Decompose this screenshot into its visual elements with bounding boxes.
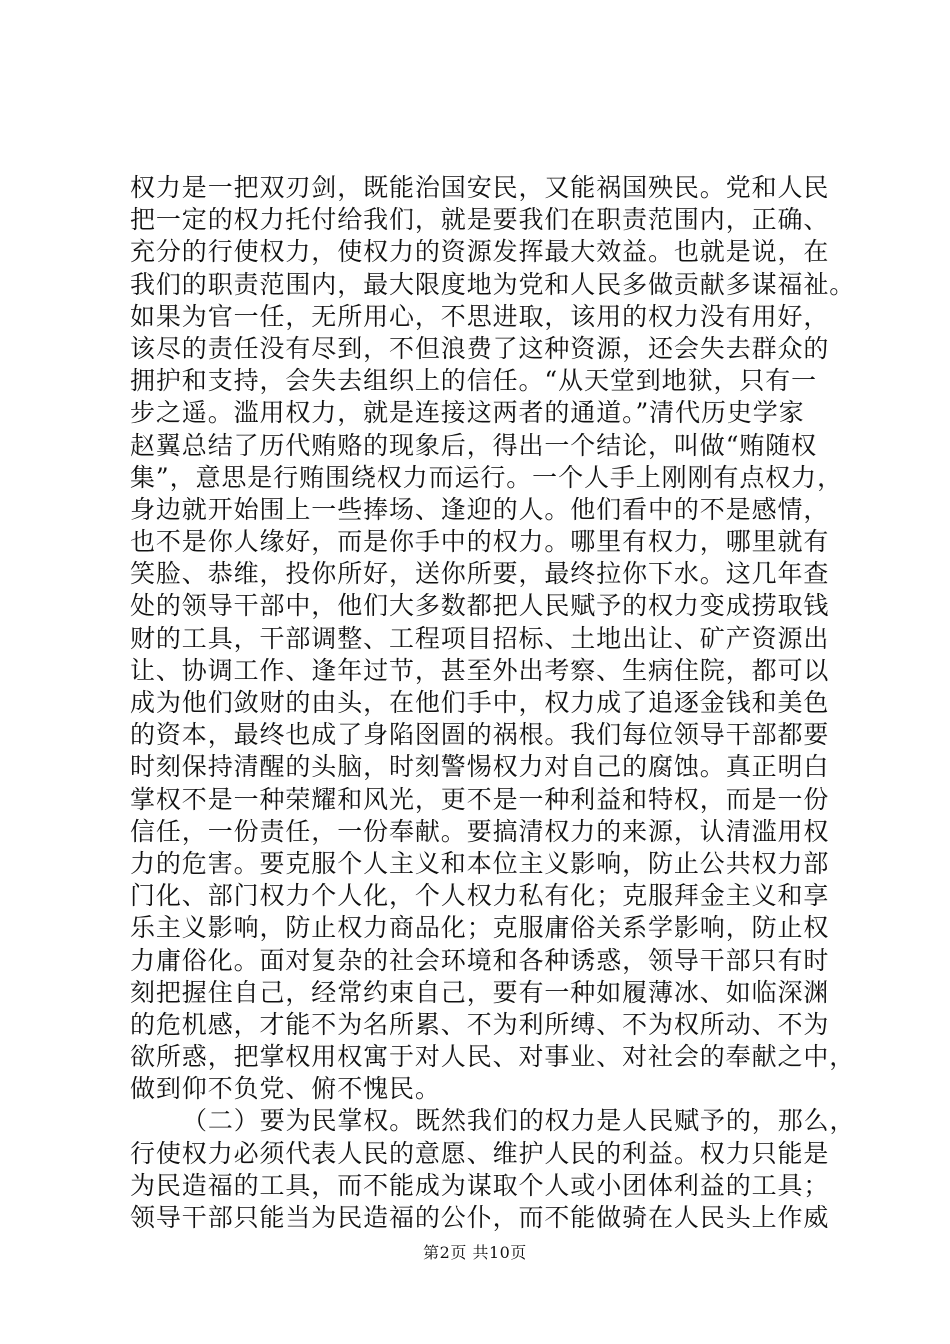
text-line: 集”，意思是行贿围绕权力而运行。一个人手上刚刚有点权力， xyxy=(130,462,843,492)
paragraph-start-line: （二）要为民掌权。既然我们的权力是人民赋予的，那么， xyxy=(182,1106,856,1136)
text-line: 刻把握住自己，经常约束自己，要有一种如履薄冰、如临深渊 xyxy=(130,977,830,1007)
text-line: 为民造福的工具，而不能成为谋取个人或小团体利益的工具； xyxy=(130,1170,830,1200)
text-line: 该尽的责任没有尽到，不但浪费了这种资源，还会失去群众的 xyxy=(130,333,830,363)
text-line: 时刻保持清醒的头脑，时刻警惕权力对自己的腐蚀。真正明白 xyxy=(130,752,830,782)
text-line: 拥护和支持，会失去组织上的信任。“从天堂到地狱，只有一 xyxy=(130,366,818,396)
text-line: 信任，一份责任，一份奉献。要搞清权力的来源，认清滥用权 xyxy=(130,816,830,846)
text-line: 也不是你人缘好，而是你手中的权力。哪里有权力，哪里就有 xyxy=(130,527,830,557)
text-line: 如果为官一任，无所用心，不思进取，该用的权力没有用好， xyxy=(130,301,830,331)
text-line: 乐主义影响，防止权力商品化；克服庸俗关系学影响，防止权 xyxy=(130,913,830,943)
text-line: 把一定的权力托付给我们，就是要我们在职责范围内，正确、 xyxy=(130,205,830,235)
page-number-footer: 第2页 共10页 xyxy=(423,1243,527,1262)
text-line: 成为他们敛财的由头，在他们手中，权力成了追逐金钱和美色 xyxy=(130,688,830,717)
text-line: 笑脸、恭维，投你所好，送你所要，最终拉你下水。这几年查 xyxy=(130,559,830,589)
text-line: 财的工具，干部调整、工程项目招标、土地出让、矿产资源出 xyxy=(130,623,830,653)
text-line: 门化、部门权力个人化，个人权力私有化；克服拜金主义和享 xyxy=(130,881,830,911)
text-line: 行使权力必须代表人民的意愿、维护人民的利益。权力只能是 xyxy=(130,1138,830,1168)
body-text xyxy=(130,172,856,1234)
text-line: 我们的职责范围内，最大限度地为党和人民多做贡献多谋福祉。 xyxy=(130,269,856,299)
text-line: 身边就开始围上一些捧场、逢迎的人。他们看中的不是感情， xyxy=(130,494,830,524)
text-line: 力庸俗化。面对复杂的社会环境和各种诱惑，领导干部只有时 xyxy=(130,945,830,975)
text-line: 的危机感，才能不为名所累、不为利所缚、不为权所动、不为 xyxy=(130,1009,830,1039)
text-line: 步之遥。滥用权力，就是连接这两者的通道。”清代历史学家 xyxy=(130,398,805,428)
text-line: 掌权不是一种荣耀和风光，更不是一种利益和特权，而是一份 xyxy=(130,784,830,814)
text-line: 力的危害。要克服个人主义和本位主义影响，防止公共权力部 xyxy=(130,848,830,878)
text-line: 处的领导干部中，他们大多数都把人民赋予的权力变成捞取钱 xyxy=(130,591,830,621)
text-line: 领导干部只能当为民造福的公仆，而不能做骑在人民头上作威 xyxy=(130,1203,830,1232)
text-line: 权力是一把双刃剑，既能治国安民，又能祸国殃民。党和人民 xyxy=(130,173,830,202)
text-line: 赵翼总结了历代贿赂的现象后，得出一个结论，叫做“贿随权 xyxy=(130,430,818,460)
text-line: 的资本，最终也成了身陷囹圄的祸根。我们每位领导干部都要 xyxy=(130,720,830,750)
text-line: 充分的行使权力，使权力的资源发挥最大效益。也就是说，在 xyxy=(130,237,830,267)
text-line: 欲所惑，把掌权用权寓于对人民、对事业、对社会的奉献之中， xyxy=(130,1042,856,1072)
text-line: 让、协调工作、逢年过节，甚至外出考察、生病住院，都可以 xyxy=(130,655,830,685)
text-line: 做到仰不负党、俯不愧民。 xyxy=(130,1074,441,1104)
